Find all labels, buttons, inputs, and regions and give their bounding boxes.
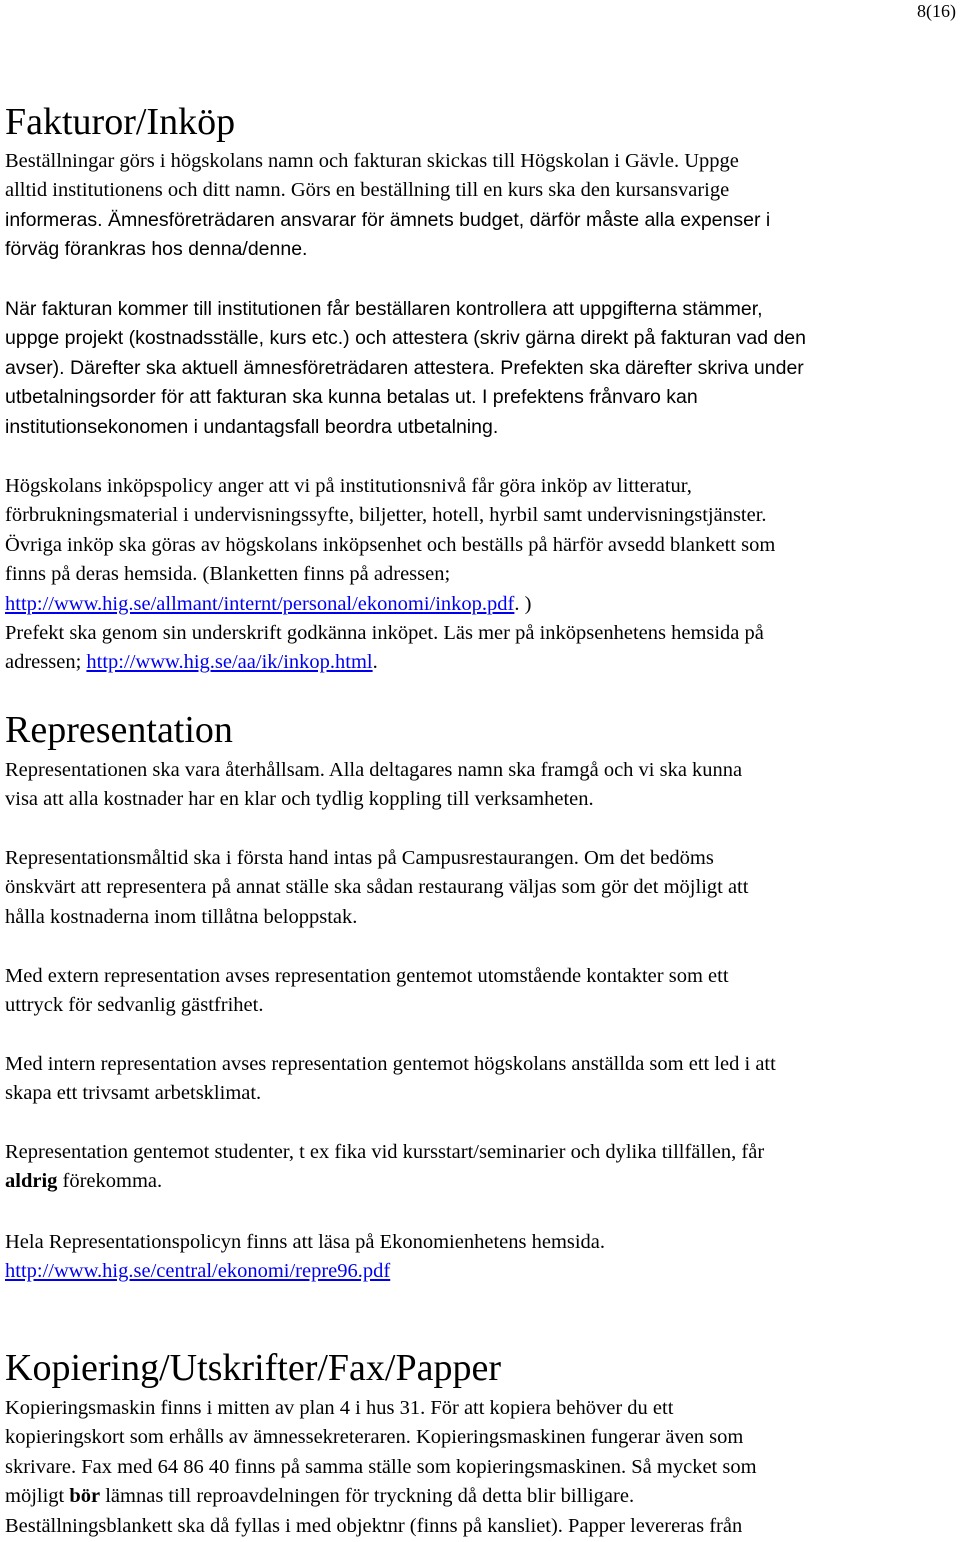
heading-representation: Representation	[5, 709, 233, 751]
link-inkop-html[interactable]: http://www.hig.se/aa/ik/inkop.html	[86, 651, 373, 674]
text-fragment: adressen;	[5, 651, 87, 674]
text-fragment: förekomma.	[57, 1170, 163, 1193]
paragraph-representation-5	[5, 1138, 764, 1197]
text-line: Beställningar görs i högskolans namn och fakturan skickas till Högskolan i Gävle. Uppge	[5, 150, 739, 172]
text-line: Kopieringsmaskin finns i mitten av plan 4 i hus 31. För att kopiera behöver du ett	[5, 1397, 674, 1419]
text-line: skrivare. Fax med 64 86 40 finns på samma ställe som kopieringsmaskinen. Så mycket som	[5, 1455, 757, 1478]
text-line: skapa ett trivsamt arbetsklimat.	[5, 1082, 262, 1105]
text-line: Representationen ska vara återhållsam. Alla deltagares namn ska framgå och vi ska kunna	[5, 759, 743, 781]
text-line: informeras. Ämnesföreträdaren ansvarar för ämnets budget, därför måste alla expenser i	[5, 208, 771, 231]
link-repre96-pdf[interactable]: http://www.hig.se/central/ekonomi/repre96.pdf	[5, 1260, 391, 1283]
text-line: När fakturan kommer till institutionen får beställaren kontrollera att uppgifterna stämmer,	[5, 298, 763, 320]
text-line: förbrukningsmaterial i undervisningssyfte, biljetter, hotell, hyrbil samt undervisningstjänster.	[5, 504, 767, 527]
text-line: Prefekt ska genom sin underskrift godkänna inköpet. Läs mer på inköpsenhetens hemsida på	[5, 622, 764, 645]
text-line	[5, 1167, 764, 1196]
paragraph-fakturor-1	[5, 147, 770, 265]
text-line	[5, 1257, 605, 1286]
text-fragment: .	[372, 651, 378, 674]
paragraph-kopiering-1	[5, 1394, 757, 1541]
text-fragment: . )	[514, 592, 532, 615]
text-line: önskvärt att representera på annat ställe ska sådan restaurang väljas som gör det möjligt att	[5, 876, 749, 899]
paragraph-fakturor-3	[5, 472, 775, 678]
text-fragment: möjligt	[5, 1485, 70, 1508]
text-line: Beställningsblankett ska då fyllas i med objektnr (finns på kansliet). Papper levereras från	[5, 1514, 743, 1537]
paragraph-representation-3	[5, 962, 729, 1021]
heading-kopiering: Kopiering/Utskrifter/Fax/Papper	[5, 1347, 502, 1389]
paragraph-fakturor-2	[5, 295, 806, 442]
paragraph-representation-2	[5, 844, 748, 932]
text-line: Med extern representation avses representation gentemot utomstående kontakter som ett	[5, 965, 729, 987]
text-line: institutionsekonomen i undantagsfall beordra utbetalning.	[5, 415, 499, 438]
paragraph-representation-4	[5, 1050, 776, 1109]
text-line	[5, 1482, 757, 1511]
text-line: avser). Därefter ska aktuell ämnesföreträdaren attestera. Prefekten ska därefter skriva under	[5, 356, 804, 379]
paragraph-representation-6	[5, 1228, 605, 1287]
text-line: Representationsmåltid ska i första hand intas på Campusrestaurangen. Om det bedöms	[5, 847, 714, 869]
text-line: alltid institutionens och ditt namn. Görs en beställning till en kurs ska den kursansvarige	[5, 179, 730, 202]
text-line	[5, 648, 775, 677]
text-line: Övriga inköp ska göras av högskolans inköpsenhet och beställs på härför avsedd blankett som	[5, 533, 776, 556]
page-number: 8(16)	[917, 1, 956, 21]
text-line: visa att alla kostnader har en klar och tydlig koppling till verksamheten.	[5, 788, 594, 811]
emphasis-bor: bör	[69, 1485, 101, 1508]
text-line	[5, 590, 775, 619]
text-fragment: lämnas till reproavdelningen för tryckning då detta blir billigare.	[100, 1485, 635, 1508]
heading-fakturor-inkop: Fakturor/Inköp	[5, 101, 236, 143]
text-line: Med intern representation avses representation gentemot högskolans anställda som ett led i att	[5, 1053, 776, 1075]
text-line: uttryck för sedvanlig gästfrihet.	[5, 994, 264, 1017]
text-line: Representation gentemot studenter, t ex fika vid kursstart/seminarier och dylika tillfällen, får	[5, 1141, 765, 1163]
text-line: finns på deras hemsida. (Blanketten finns på adressen;	[5, 563, 451, 586]
text-line: hålla kostnaderna inom tillåtna beloppstak.	[5, 905, 358, 928]
text-line: utbetalningsorder för att fakturan ska kunna betalas ut. I prefektens frånvaro kan	[5, 386, 698, 409]
text-line: Högskolans inköpspolicy anger att vi på institutionsnivå får göra inköp av litteratur,	[5, 475, 692, 497]
emphasis-aldrig: aldrig	[5, 1170, 58, 1193]
link-inkop-pdf[interactable]: http://www.hig.se/allmant/internt/personal/ekonomi/inkop.pdf	[5, 592, 515, 615]
text-line: förväg förankras hos denna/denne.	[5, 238, 308, 261]
paragraph-representation-1	[5, 756, 742, 815]
text-line: uppge projekt (kostnadsställe, kurs etc.) och attestera (skriv gärna direkt på fakturan vad den	[5, 327, 806, 350]
text-line: Hela Representationspolicyn finns att läsa på Ekonomienhetens hemsida.	[5, 1231, 606, 1253]
text-line: kopieringskort som erhålls av ämnessekreteraren. Kopieringsmaskinen fungerar även som	[5, 1426, 744, 1449]
